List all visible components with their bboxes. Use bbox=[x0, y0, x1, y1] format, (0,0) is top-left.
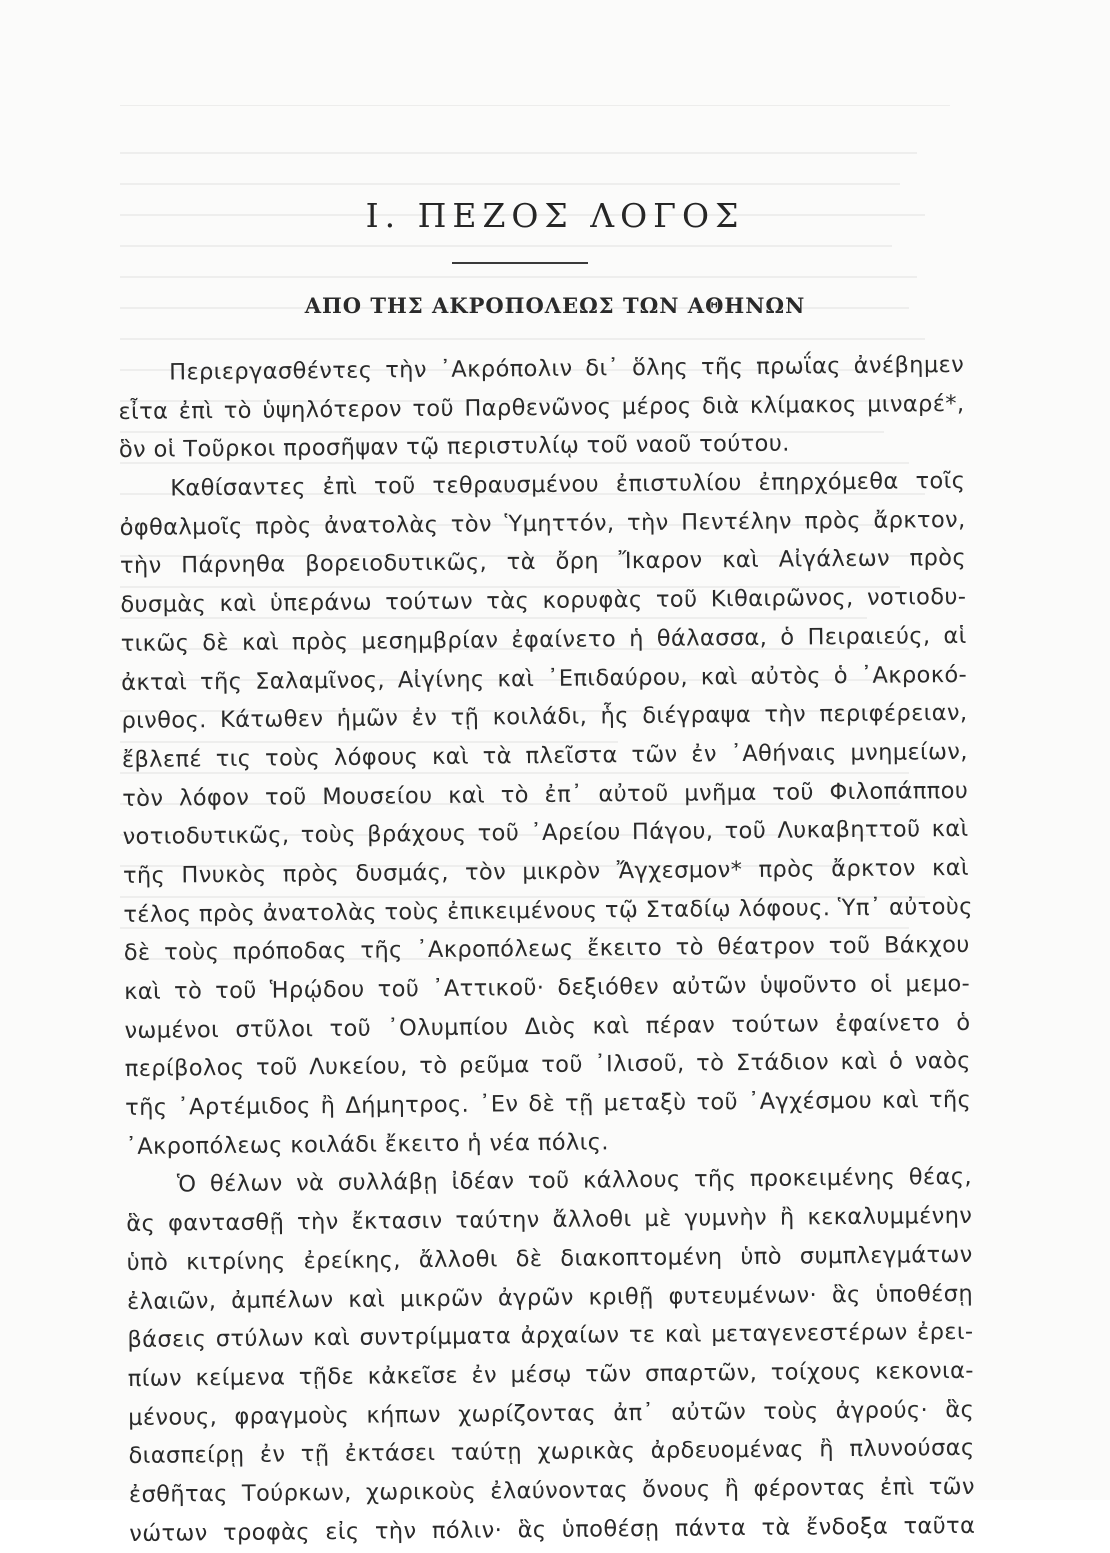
title-divider bbox=[452, 262, 588, 264]
section-title: Ι. ΠΕΖΟΣ ΛΟΓΟΣ bbox=[365, 196, 745, 235]
text-line: τέλος πρὸς ἀνατολὰς τοὺς ἐπικειμένους τῷ Σταδίῳ λόφους. Ὑπ᾿ αὐτοὺς bbox=[123, 893, 973, 928]
text-line: ἀκταὶ τῆς Σαλαμῖνος, Αἰγίνης καὶ ᾿Επιδαύρου, καὶ αὐτὸς ὁ ᾿Ακροκό- bbox=[121, 661, 968, 696]
text-line: ᾿Ακροπόλεως κοιλάδι ἔκειτο ἡ νέα πόλις. bbox=[125, 1129, 609, 1160]
text-line: Περιεργασθέντες τὴν ᾿Ακρόπολιν δι᾿ ὅλης τῆς πρωΐας ἀνέβημεν bbox=[169, 351, 965, 386]
text-line: διασπείρῃ ἐν τῇ ἐκτάσει ταύτῃ χωρικὰς ἀρδευομένας ἢ πλυνούσας bbox=[128, 1435, 975, 1470]
text-line: Καθίσαντες ἐπὶ τοῦ τεθραυσμένου ἐπιστυλίου ἐπηρχόμεθα τοῖς bbox=[170, 467, 966, 502]
text-line: ὑπὸ κιτρίνης ἐρείκης, ἄλλοθι δὲ διακοπτομένη ὑπὸ συμπλεγμάτων bbox=[126, 1241, 973, 1276]
text-line: βάσεις στύλων καὶ συντρίμματα ἀρχαίων τε καὶ μεταγενεστέρων ἐρει- bbox=[127, 1319, 974, 1354]
text-line: περίβολος τοῦ Λυκείου, τὸ ρεῦμα τοῦ ᾿Ιλισοῦ, τὸ Στάδιον καὶ ὁ ναὸς bbox=[124, 1048, 971, 1083]
text-line: Ὁ θέλων νὰ συλλάβῃ ἰδέαν τοῦ κάλλους τῆς προκειμένης θέας, bbox=[176, 1164, 973, 1198]
text-line: νωμένοι στῦλοι τοῦ ᾿Ολυμπίου Διὸς καὶ πέραν τούτων ἐφαίνετο ὁ bbox=[124, 1009, 971, 1044]
text-line: μένους, φραγμοὺς κήπων χωρίζοντας ἀπ᾿ αὐτῶν τοὺς ἀγρούς· ἃς bbox=[128, 1396, 975, 1431]
text-line: εἶτα ἐπὶ τὸ ὑψηλότερον τοῦ Παρθενῶνος μέρος διὰ κλίμακος μιναρέ*, bbox=[118, 390, 965, 425]
text-line: ἃς φαντασθῇ τὴν ἔκτασιν ταύτην ἄλλοθι μὲ γυμνὴν ἢ κεκαλυμμένην bbox=[126, 1202, 973, 1238]
text-line: τῆς ᾿Αρτέμιδος ἢ Δήμητρος. ᾿Εν δὲ τῇ μεταξὺ τοῦ ᾿Αγχέσμου καὶ τῆς bbox=[125, 1086, 972, 1122]
text-line: δὲ τοὺς πρόποδας τῆς ᾿Ακροπόλεως ἔκειτο τὸ θέατρον τοῦ Βάκχου bbox=[123, 932, 970, 967]
text-line: ρινθος. Κάτωθεν ἡμῶν ἐν τῇ κοιλάδι, ἧς διέγραψα τὴν περιφέρειαν, bbox=[121, 700, 968, 735]
text-line: τὴν Πάρνηθα βορειοδυτικῶς, τὰ ὄρη Ἴκαρον καὶ Αἰγάλεων πρὸς bbox=[119, 545, 967, 580]
body-text bbox=[118, 346, 975, 1553]
text-line: ἐσθῆτας Τούρκων, χωρικοὺς ἐλαύνοντας ὄνους ἢ φέροντας ἐπὶ τῶν bbox=[128, 1473, 976, 1508]
chapter-title: ΑΠΟ ΤΗΣ ΑΚΡΟΠΟΛΕΩΣ ΤΩΝ ΑΘΗΝΩΝ bbox=[304, 293, 806, 318]
text-line: πίων κείμενα τῇδε κἀκεῖσε ἐν μέσῳ τῶν σπαρτῶν, τοίχους κεκονια- bbox=[127, 1357, 974, 1392]
text-line: τικῶς δὲ καὶ πρὸς μεσημβρίαν ἐφαίνετο ἡ θάλασσα, ὁ Πειραιεύς, αἱ bbox=[120, 622, 967, 657]
text-line: νοτιοδυτικῶς, τοὺς βράχους τοῦ ᾿Αρείου Πάγου, τοῦ Λυκαβηττοῦ καὶ bbox=[122, 816, 969, 851]
text-line: δυσμὰς καὶ ὑπεράνω τούτων τὰς κορυφὰς τοῦ Κιθαιρῶνος, νοτιοδυ- bbox=[120, 583, 967, 619]
text-line: τῆς Πνυκὸς πρὸς δυσμάς, τὸν μικρὸν Ἄγχεσμον* πρὸς ἄρκτον καὶ bbox=[122, 854, 970, 889]
text-line: ἐλαιῶν, ἀμπέλων καὶ μικρῶν ἀγρῶν κριθῇ φυτευμένων· ἃς ὑποθέσῃ bbox=[126, 1280, 974, 1315]
text-line: ὀφθαλμοῖς πρὸς ἀνατολὰς τὸν Ὑμηττόν, τὴν Πεντέλην πρὸς ἄρκτον, bbox=[119, 506, 966, 541]
text-line: νώτων τροφὰς εἰς τὴν πόλιν· ἃς ὑποθέσῃ πάντα τὰ ἔνδοξα ταῦτα bbox=[129, 1512, 976, 1547]
text-line: τὸν λόφον τοῦ Μουσείου καὶ τὸ ἐπ᾿ αὐτοῦ μνῆμα τοῦ Φιλοπάππου bbox=[122, 777, 969, 812]
text-line: ἔβλεπέ τις τοὺς λόφους καὶ τὰ πλεῖστα τῶν ἐν ᾿Αθήναις μνημείων, bbox=[121, 738, 968, 773]
text-line: ὃν οἱ Τοῦρκοι προσῆψαν τῷ περιστυλίῳ τοῦ ναοῦ τούτου. bbox=[118, 430, 790, 464]
text-line: καὶ τὸ τοῦ Ἡρῴδου τοῦ ᾿Αττικοῦ· δεξιόθεν αὐτῶν ὑψοῦντο οἱ μεμο- bbox=[123, 970, 971, 1005]
